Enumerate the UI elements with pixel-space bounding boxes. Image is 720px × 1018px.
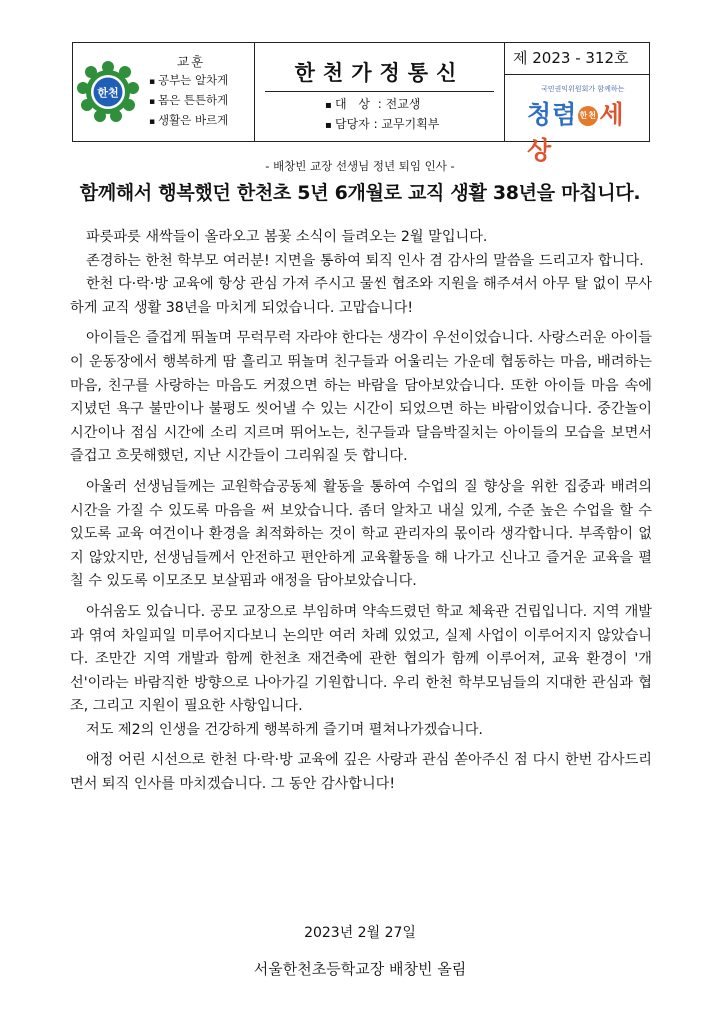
motto-list: [149, 71, 228, 131]
target-value: 전교생: [385, 97, 421, 111]
slogan-part2: 세상: [527, 100, 625, 165]
paragraph: 애정 어린 시선으로 한천 다·락·방 교육에 깊은 사랑과 관심 쏟아주신 점 다시 한번 감사드리면서 퇴직 인사를 마치겠습니다. 그 동안 감사합니다!: [70, 752, 652, 793]
issue-number: 제 2023 - 312호: [505, 43, 649, 75]
motto-title: 교훈: [177, 54, 206, 69]
meta-info: [325, 95, 439, 135]
letter-signer: 서울한천초등학교장 배창빈 올림: [253, 960, 467, 978]
slogan-caption: 국민권익위원회가 함께하는: [541, 85, 625, 93]
paragraph: 아이들은 즐겁게 뛰놀며 무럭무럭 자라야 한다는 생각이 우선이었습니다. 사랑스러운 아이들이 운동장에서 행복하게 땀 흘리고 뛰놀며 친구들과 어울리는 가운데 협동하는 마음, 배려하는 마음, 친구를 사랑하는 마음도 커졌으면 하는 바람을 담아보았습니다. 또한 아이들 마음 속에 지녔던 욕구 불만이나 불평도 씻어낼 수 있는 시간이 되었으면 하는 바람이었습니다. 중간놀이 시간이나 점심 시간에 소리 지르며 뛰어노는, 친구들과 달음박질치는 아이들의 모습을 보면서 즐겁고 흐뭇해했던, 지난 시간들이 그리워질 듯 합니다.: [70, 330, 652, 465]
manager-row: ▪ 담당자 : 교무기획부: [325, 115, 439, 135]
letter-date: 2023년 2월 27일: [304, 925, 416, 941]
emblem-text: 한천: [97, 86, 119, 100]
title-cell: [255, 43, 505, 141]
slogan-badge: 한천: [578, 106, 598, 126]
motto-item: ▪ 몸은 튼튼하게: [149, 91, 228, 111]
issue-cell: [505, 43, 649, 165]
paragraph: 존경하는 한천 학부모 여러분! 지면을 통하여 퇴직 인사 겸 감사의 말씀을 드리고자 합니다.: [86, 252, 644, 269]
school-emblem-icon: [77, 61, 139, 123]
newsletter-header: [72, 42, 650, 165]
paragraph: 아쉬움도 있습니다. 공모 교장으로 부임하며 약속드렸던 학교 체육관 건립입니다. 지역 개발과 엮여 차일피일 미루어지다보니 논의만 여러 차례 있었고, 실제 사업이 이루어지지 않았습니다. 조만간 지역 개발과 함께 한천초 재건축에 관한 협의가 함께 이루어져, 교육 환경이 '개선'이라는 바람직한 방향으로 나아가길 기원합니다. 우리 한천 학부모님들의 지대한 관심과 협조, 그리고 지원이 필요한 사항입니다.: [70, 603, 652, 715]
newsletter-title: 한천가정통신: [294, 61, 465, 85]
motto-item: ▪ 공부는 알차게: [149, 71, 228, 91]
subtitle: - 배창빈 교장 선생님 정년 퇴임 인사 -: [265, 159, 455, 173]
target-label: 대 상: [334, 97, 374, 111]
motto-cell: [73, 43, 255, 141]
manager-value: 교무기획부: [381, 117, 440, 131]
title-divider: [265, 91, 494, 92]
slogan-part1: 청렴: [527, 100, 578, 129]
manager-label: 담당자: [334, 117, 370, 131]
paragraph: 파릇파릇 새싹들이 올라오고 봄꽃 소식이 들려오는 2월 말입니다.: [86, 229, 488, 245]
paragraph: 아울러 선생님들께는 교원학습공동체 활동을 통하여 수업의 질 향상을 위한 집중과 배려의 시간을 가질 수 있도록 마음을 써 보았습니다. 좀더 알차고 내실 있게, 수준 높은 수업을 할 수 있도록 교육 여건이나 환경을 최적화하는 것이 학교 관리자의 몫이라 생각합니다. 부족함이 없지 않았지만, 선생님들께서 안전하고 편안하게 교육활동을 해 나가고 신나고 즐거운 교육을 펼칠 수 있도록 이모조모 보살핌과 애정을 담아보았습니다.: [70, 478, 652, 590]
paragraph: 저도 제2의 인생을 건강하게 행복하게 즐기며 펼쳐나가겠습니다.: [86, 721, 483, 738]
integrity-slogan-logo: [527, 95, 649, 167]
letter-body: [70, 226, 652, 804]
paragraph: 한천 다·락·방 교육에 항상 관심 가져 주시고 물씬 협조와 지원을 해주셔서 아무 탈 없이 무사하게 교직 생활 38년을 마치게 되었습니다. 고맙습니다!: [70, 276, 652, 316]
motto-item: ▪ 생활은 바르게: [149, 111, 228, 131]
target-row: ▪ 대 상 : 전교생: [325, 95, 439, 115]
headline: 함께해서 행복했던 한천초 5년 6개월로 교직 생활 38년을 마칩니다.: [79, 182, 641, 204]
